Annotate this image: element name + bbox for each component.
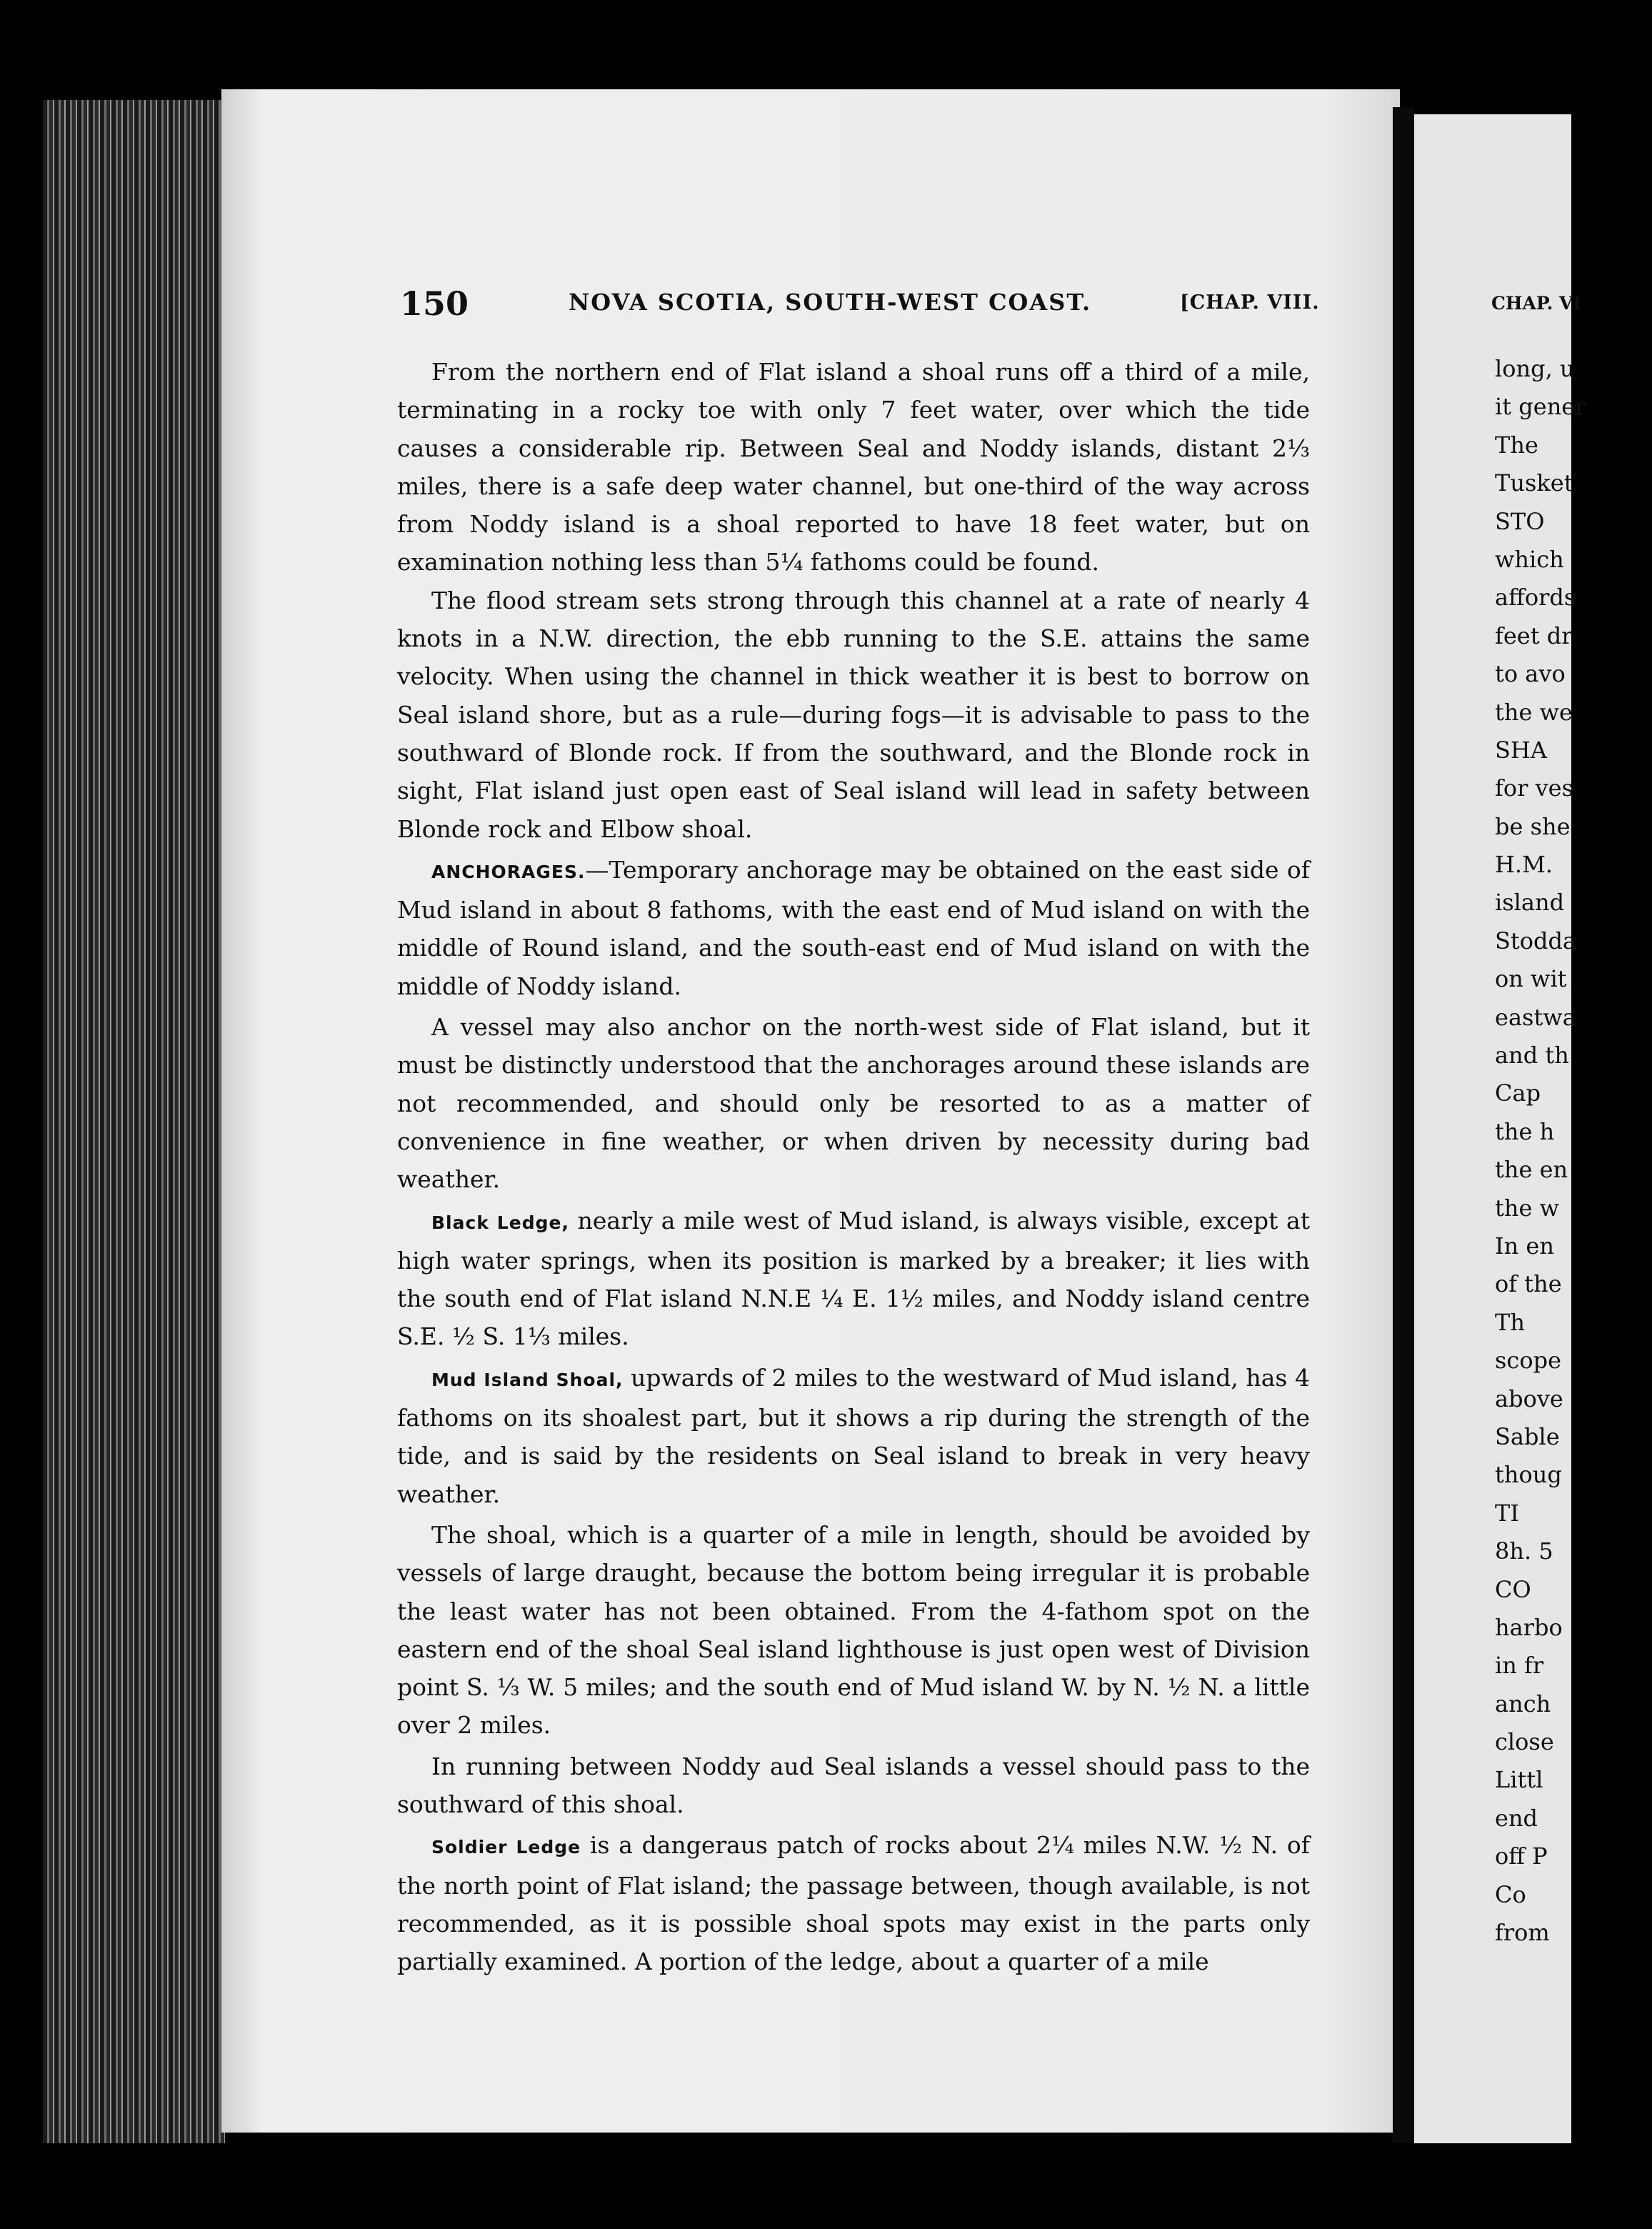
right-page-line: it gener — [1495, 393, 1586, 421]
paragraph: In running between Noddy aud Seal islands a vessel should pass to the southward of this shoal. — [397, 1752, 1310, 1818]
right-page-line: eastwa — [1495, 1003, 1576, 1031]
page-number: 150 — [400, 284, 469, 323]
right-page-line: long, u — [1495, 355, 1575, 382]
section-heading: Soldier Ledge — [431, 1837, 581, 1858]
right-page-line: Tusket — [1495, 469, 1573, 497]
right-page-line: from — [1495, 1919, 1550, 1947]
right-page-header: CHAP. VI — [1491, 293, 1582, 314]
right-page-line: the h — [1495, 1117, 1555, 1145]
chapter-reference: [CHAP. VIII. — [1180, 291, 1320, 314]
right-page-line: the w — [1495, 1194, 1559, 1222]
right-page-line: Cap — [1495, 1079, 1541, 1107]
right-page-line: Sable — [1495, 1422, 1560, 1450]
right-page-line: In en — [1495, 1232, 1554, 1260]
right-page-line: 8h. 5 — [1495, 1537, 1553, 1565]
right-page-line: and th — [1495, 1042, 1569, 1069]
paragraph: Black Ledge, nearly a mile west of Mud island, is always visible, except at high water springs, when its position is marked by a breaker; it lies with the south end of Flat island N.N.E ¼ E. 1½ miles, and Noddy island centre S.E. ½ S. 1⅓ miles. — [397, 1206, 1310, 1351]
right-page-line: above — [1495, 1385, 1563, 1412]
right-page-line: Th — [1495, 1308, 1525, 1336]
right-page-line: CO — [1495, 1575, 1531, 1603]
right-page-line: which — [1495, 545, 1564, 573]
right-page-line: the en — [1495, 1156, 1568, 1184]
running-head: NOVA SCOTIA, SOUTH-WEST COAST. — [569, 289, 1092, 316]
book-gutter — [1393, 107, 1414, 2143]
right-page-line: affords — [1495, 584, 1576, 612]
book-page-edges — [43, 100, 225, 2143]
right-page-line: on wit — [1495, 965, 1567, 993]
section-heading: Mud Island Shoal, — [431, 1369, 624, 1390]
right-page-line: feet dr — [1495, 622, 1573, 649]
right-page-line: Co — [1495, 1880, 1526, 1908]
right-page-line: Stodda — [1495, 927, 1577, 954]
section-heading: Black Ledge, — [431, 1212, 569, 1233]
right-page-line: scope — [1495, 1347, 1562, 1375]
paragraph: From the northern end of Flat island a shoal runs off a third of a mile, terminating in a rocky toe with only 7 feet water, over which the tide causes a considerable rip. Between Seal and Noddy islands, distant 2⅓ miles, there is a safe deep water channel, but one-third of the way across from Noddy island is a shoal reported to have 18 feet water, but on examination nothing less than 5¼ fathoms could be found. — [397, 358, 1310, 577]
right-page-line: STO — [1495, 507, 1545, 535]
right-page-line: island — [1495, 889, 1565, 917]
right-page-line: off P — [1495, 1842, 1548, 1870]
right-page-line: The — [1495, 431, 1538, 459]
paragraph: The flood stream sets strong through this channel at a rate of nearly 4 knots in a N.W. direction, the ebb running to the S.E. attains the same velocity. When using the channel in thick weather it is best to borrow on Seal island shore, but as a rule—during fogs—it is advisable to pass to the southward of Blonde rock. If from the southward, and the Blonde rock in sight, Flat island just open east of Seal island will lead in safety between Blonde rock and Elbow shoal. — [397, 586, 1310, 843]
right-page-line: the we — [1495, 698, 1573, 726]
paragraph: Mud Island Shoal, upwards of 2 miles to the westward of Mud island, has 4 fathoms on its shoalest part, but it shows a rip during the strength of the tide, and is said by the residents on Seal island to break in very heavy weather. — [397, 1363, 1310, 1508]
right-page-line: close — [1495, 1728, 1554, 1756]
paragraph: The shoal, which is a quarter of a mile in length, should be avoided by vessels of large draught, because the bottom being irregular it is probable the least water has not been obtained. From the 4-fathom spot on the eastern end of the shoal Seal island lighthouse is just open west of Division point S. ⅓ W. 5 miles; and the south end of Mud island W. by N. ½ N. a little over 2 miles. — [397, 1520, 1310, 1740]
right-page-line: thoug — [1495, 1461, 1562, 1489]
section-heading: ANCHORAGES. — [431, 861, 586, 882]
paragraph: Soldier Ledge is a dangeraus patch of rocks about 2¼ miles N.W. ½ N. of the north point of Flat island; the passage between, though available, is not recommended, as it is possible shoal spots may exist in the parts only partially examined. A portion of the ledge, about a quarter of a mile — [397, 1831, 1310, 1976]
body-text — [397, 353, 1310, 1980]
right-page-line: of the — [1495, 1270, 1562, 1298]
paragraph: A vessel may also anchor on the north-west side of Flat island, but it must be distinctly understood that the anchorages around these islands are not recommended, and should only be resorted to as a matter of convenience in fine weather, or when driven by necessity during bad weather. — [397, 1013, 1310, 1194]
right-page-line: end — [1495, 1804, 1538, 1832]
right-page-line: Littl — [1495, 1766, 1543, 1794]
right-page-line: anch — [1495, 1690, 1551, 1717]
right-page-line: be she — [1495, 812, 1571, 840]
right-page-line: harbo — [1495, 1613, 1563, 1641]
right-page-line: H.M. — [1495, 851, 1553, 879]
right-page-line: SHA — [1495, 736, 1547, 764]
right-page-text — [1495, 350, 1652, 1952]
right-page-line: in fr — [1495, 1652, 1544, 1680]
right-page-line: for ves — [1495, 774, 1574, 802]
right-page-line: TI — [1495, 1499, 1519, 1527]
paragraph: ANCHORAGES.—Temporary anchorage may be obtained on the east side of Mud island in about 8 fathoms, with the east end of Mud island on with the middle of Round island, and the south-east end of Mud island on with the middle of Noddy island. — [397, 855, 1310, 1000]
right-page-line: to avo — [1495, 660, 1566, 688]
